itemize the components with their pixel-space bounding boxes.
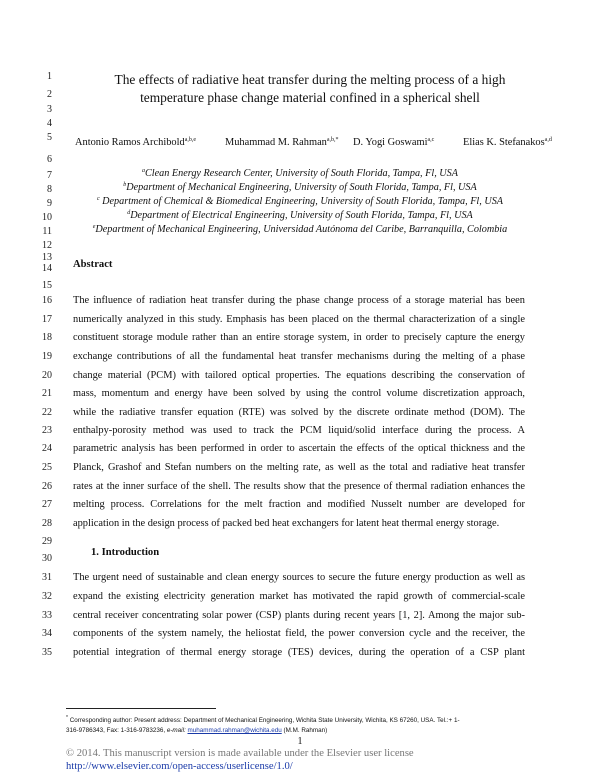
abstract-line: enthalpy-porosity method was used to track the PCM liquid/solid interface during the process. A — [73, 425, 525, 436]
affiliation: $^d$Department of Electrical Engineering, University of South Florida, Tampa, Fl, USA — [127, 210, 473, 221]
line-number: 6 — [47, 154, 52, 165]
introduction-line: expand the existing electricity generation market has motivated the rapid growth of commercial-scale — [73, 591, 525, 602]
abstract-line: numerically analyzed in this study. Emphasis has been placed on the thermal characterization of a single — [73, 314, 525, 325]
line-number: 7 — [47, 170, 52, 181]
line-number: 16 — [42, 295, 52, 306]
affiliation: $^b$Department of Mechanical Engineering, University of South Florida, Tampa, Fl, USA — [123, 182, 477, 193]
line-number: 22 — [42, 407, 52, 418]
line-number: 34 — [42, 628, 52, 639]
line-number: 35 — [42, 647, 52, 658]
line-number: 25 — [42, 462, 52, 473]
author: Elias K. Stefanakos$^{a,d}$ — [463, 137, 552, 148]
line-number: 4 — [47, 118, 52, 129]
line-number: 21 — [42, 388, 52, 399]
author: D. Yogi Goswami$^{a,c}$ — [353, 137, 435, 148]
line-number: 17 — [42, 314, 52, 325]
author: Antonio Ramos Archibold$^{a,b,e}$ — [75, 137, 197, 148]
paper-title-line-1: The effects of radiative heat transfer during the melting process of a high — [114, 72, 506, 87]
line-number: 15 — [42, 280, 52, 291]
line-number: 32 — [42, 591, 52, 602]
abstract-line: exchange contributions of all the fundamental heat transfer mechanisms during the melting of a phase — [73, 351, 525, 362]
page-number: 1 — [297, 736, 303, 747]
license-text: © 2014. This manuscript version is made available under the Elsevier user license — [66, 748, 414, 759]
abstract-line: application in the design process of packed bed heat exchangers for latent heat thermal energy storage. — [73, 518, 500, 529]
license-link[interactable]: http://www.elsevier.com/open-access/userlicense/1.0/ — [66, 761, 293, 772]
abstract-line: The influence of radiation heat transfer during the phase change process of a storage material has been — [73, 295, 525, 306]
line-number: 19 — [42, 351, 52, 362]
affiliation: $^a$Clean Energy Research Center, University of South Florida, Tampa, Fl, USA — [142, 168, 458, 179]
abstract-line: Planck, Grashof and Stefan numbers on the melting rate, as well as the total and radiative heat transfer — [73, 462, 525, 473]
abstract-heading: Abstract — [73, 259, 113, 270]
introduction-heading: 1. Introduction — [91, 547, 160, 558]
line-number: 10 — [42, 212, 52, 223]
line-number: 2 — [47, 89, 52, 100]
author: Muhammad M. Rahman$^{a,b,*}$ — [225, 137, 339, 148]
line-number: 3 — [47, 104, 52, 115]
line-number: 9 — [47, 198, 52, 209]
abstract-line: constituent storage module rather than an entire storage system, in order to precisely capture the energy — [73, 332, 525, 343]
line-number: 31 — [42, 572, 52, 583]
line-number: 24 — [42, 443, 52, 454]
abstract-line: parametric analysis has been performed in order to ascertain the effects of the optical thickness and the — [73, 443, 525, 454]
line-number: 14 — [42, 263, 52, 274]
introduction-line: components of the system namely, the heliostat field, the power conversion cycle and the receiver, the — [73, 628, 525, 639]
abstract-line: change material (PCM) with tailored optical properties. The equations describing the conservation of — [73, 370, 525, 381]
line-number: 8 — [47, 184, 52, 195]
affiliation: $^c$ Department of Chemical & Biomedical Engineering, University of South Florida, Tampa, Fl, USA — [96, 196, 504, 207]
line-number: 1 — [47, 71, 52, 82]
line-number: 26 — [42, 481, 52, 492]
abstract-line: while the radiative transfer equation (RTE) was solved by the discrete ordinate method (DOM). The — [73, 407, 525, 418]
line-number: 30 — [42, 553, 52, 564]
line-number: 23 — [42, 425, 52, 436]
license-notice — [66, 747, 414, 773]
introduction-line: The urgent need of sustainable and clean energy sources to secure the future energy production as well as — [73, 572, 525, 583]
line-number: 33 — [42, 610, 52, 621]
line-number: 18 — [42, 332, 52, 343]
abstract-line: melting process. Correlations for the melt fraction and modified Nusselt number are developed for — [73, 499, 525, 510]
author-email-link[interactable]: muhammad.rahman@wichita.edu — [187, 727, 282, 735]
line-number: 11 — [42, 226, 52, 237]
line-number: 20 — [42, 370, 52, 381]
corresponding-author-footnote: * Corresponding author: Present address: Department of Mechanical Engineering, Wichita State University, Wichita, KS 67260, USA. Tel.:+ 1- 316-9786343, Fax: 1-316-9783236, e-mail: muhammad.rahman@wichita.edu (M.M. Rahman) — [66, 715, 460, 735]
affiliation: $^e$Department of Mechanical Engineering, Universidad Autónoma del Caribe, Barranquilla, Colombia — [92, 224, 508, 235]
line-number: 5 — [47, 132, 52, 143]
abstract-line: mass, momentum and energy have been solved by using the control volume discretization approach, — [73, 388, 525, 399]
abstract-line: rates at the inner surface of the shell. The results show that the presence of thermal radiation enhances the — [73, 481, 525, 492]
line-number: 12 — [42, 240, 52, 251]
line-number: 27 — [42, 499, 52, 510]
footnote-rule — [66, 708, 216, 709]
line-number: 28 — [42, 518, 52, 529]
introduction-line: central receiver concentrating solar power (CSP) plants during recent years [1, 2]. Among the major sub- — [73, 610, 525, 621]
introduction-line: potential integration of thermal energy storage (TES) devices, during the operation of a CSP plant — [73, 647, 525, 658]
paper-title-line-2: temperature phase change material confined in a spherical shell — [140, 90, 480, 105]
line-number: 13 — [42, 252, 52, 263]
line-number: 29 — [42, 536, 52, 547]
